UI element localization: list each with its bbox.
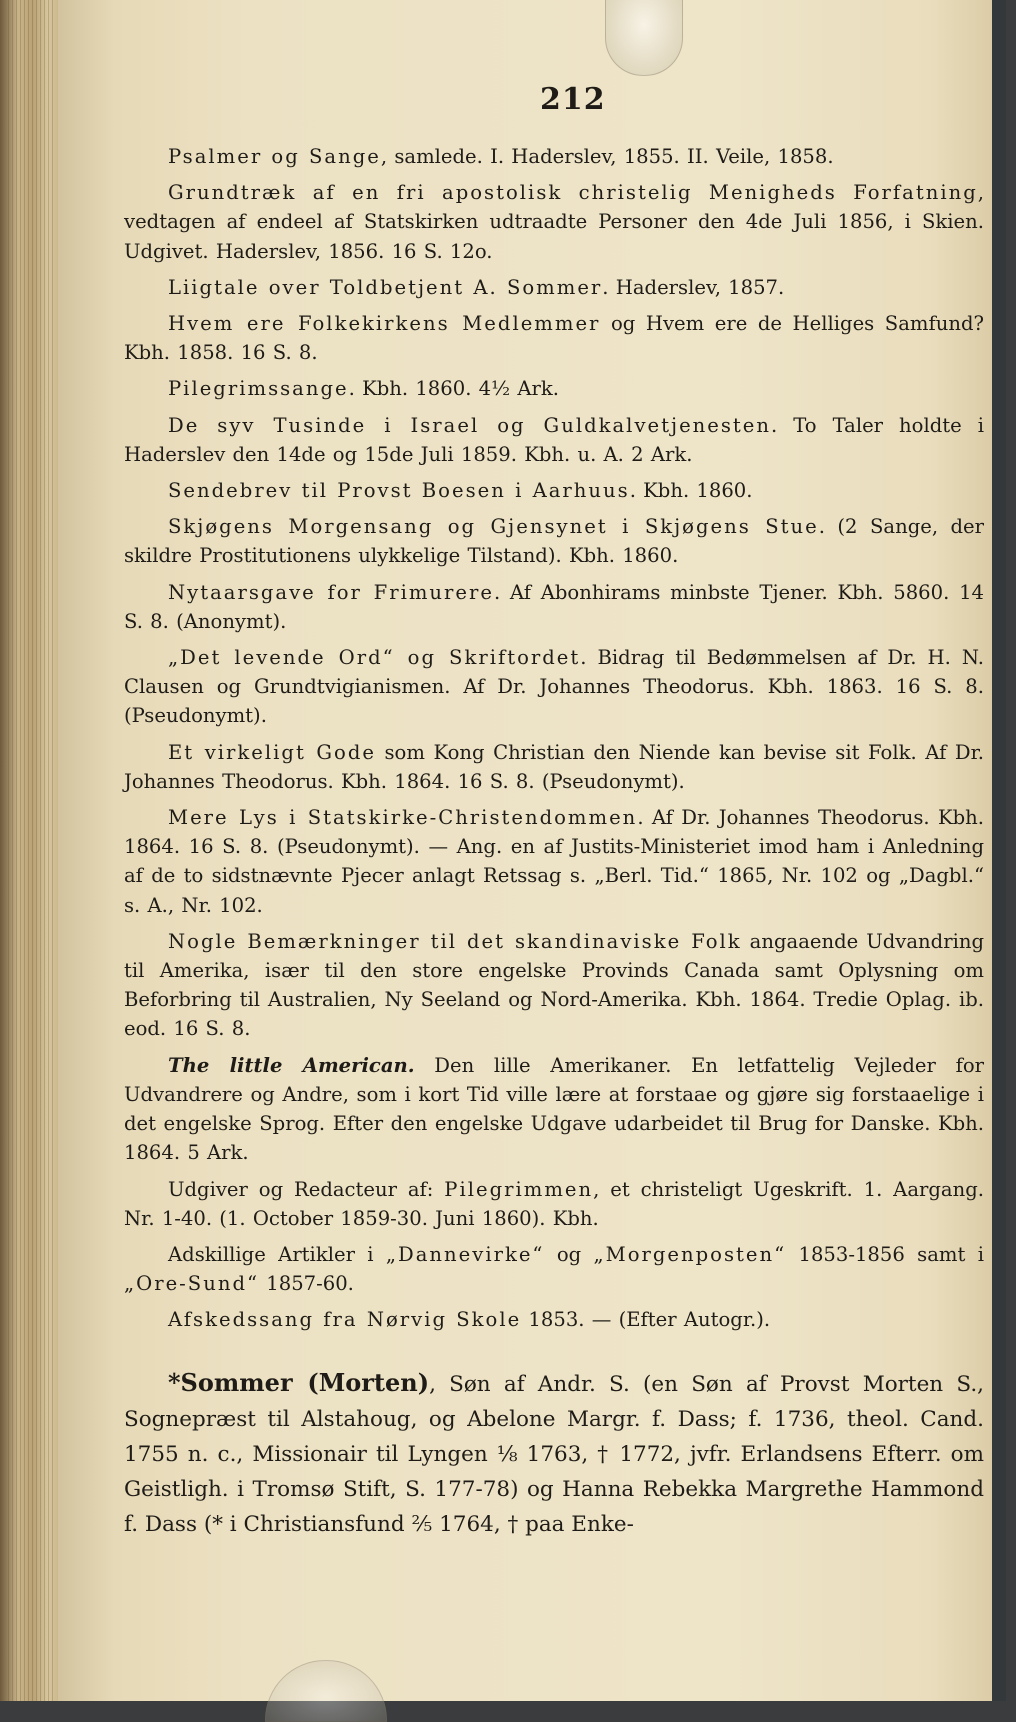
entry-text: angaaende Udvandring til Amerika, især til den store engelske Provinds Canada samt Oplysning om Beforbring til Australien, Ny Seeland og Nord-Amerika. Kbh. 1864. Tredie Oplag. ib. eod. 16 S. 8. [124,929,984,1041]
entry-text: . Haderslev, 1857. [602,275,785,299]
entry-text: og Hvem ere de Helliges Samfund? Kbh. 1858. 16 S. 8. [124,312,984,365]
entry-title: „Det levende Ord“ og Skriftordet [168,646,581,670]
entry-title: Nogle Bemærkninger til det skandinaviske Folk [168,929,742,953]
bibliography-entry [124,803,984,920]
entry-title: The little American. [168,1053,415,1077]
bibliography-entry [124,738,984,796]
entry-text: Udgiver og Redacteur af: [168,1177,445,1201]
bibliography-entry [124,309,984,367]
entry-text: , et christeligt Ugeskrift. 1. Aargang. Nr. 1-40. (1. October 1859-30. Juni 1860). Kbh. [124,1177,984,1230]
bibliography-entry [124,643,984,731]
entry-text: . To Taler holdte i Haderslev den 14de og 15de Juli 1859. Kbh. u. A. 2 Ark. [124,413,985,466]
entry-title: De syv Tusinde i Israel og Guldkalvetjenesten [168,413,772,437]
bibliography-entry [124,178,984,266]
entry-text: 1857-60. [259,1272,354,1296]
entry-title: „Morgenposten“ [593,1242,787,1266]
bibliography-entry [124,512,984,570]
entry-title: Pilegrimmen [444,1177,594,1201]
entry-text: 1853-1856 samt i [786,1242,984,1266]
entry-title: „Ore-Sund“ [124,1272,260,1296]
bibliography-entry [124,374,984,403]
page-clip-top [605,0,683,76]
bibliography-list [124,142,984,1335]
bibliography-entry [124,476,984,505]
entry-title: Hvem ere Folkekirkens Medlemmer [168,312,601,336]
entry-title: Afskedssang fra Nørvig Skole [168,1308,522,1332]
biography-entry [124,1365,984,1542]
entry-title: Mere Lys i Statskirke-Christendommen [168,806,638,830]
page-stack-edge [0,0,60,1701]
entry-text: . Af Dr. Johannes Theodorus. Kbh. 1864. 16 S. 8. (Pseudonymt). — Ang. en af Justits-Ministeriet imod ham i Anledning af de to sidstnævnte Pjecer anlagt Retssag s. „Berl. Tid.“ 1865, Nr. 102 og „Dagbl.“ s. A., Nr. 102. [124,806,985,917]
entry-title: Grundtræk af en fri apostolisk christelig Menigheds Forfatning [168,181,978,205]
bibliography-entry [124,142,984,171]
entry-text: . Af Abonhirams minbste Tjener. Kbh. 5860. 14 S. 8. (Anonymt). [124,580,985,633]
bibliography-entry [124,273,984,302]
entry-title: Nytaarsgave for Frimurere [168,580,494,604]
entry-text: . Kbh. 1860. [629,479,753,503]
entry-title: Liigtale over Toldbetjent A. Sommer [168,275,603,299]
page-number: 212 [540,82,606,117]
page-edge-lines [8,0,54,1701]
page-body [124,142,984,1563]
book-spine [992,0,1006,1701]
bibliography-entry [124,578,984,636]
entry-text: som Kong Christian den Niende kan bevise sit Folk. Af Dr. Johannes Theodorus. Kbh. 1864. 16 S. 8. (Pseudonymt). [124,740,985,793]
entry-title: Skjøgens Morgensang og Gjensynet i Skjøgens Stue [168,515,819,539]
entry-text: . (2 Sange, der skildre Prostitutionens ulykkelige Tilstand). Kbh. 1860. [124,515,984,568]
entry-title: Pilegrimssange [168,377,349,401]
entry-text: . Kbh. 1860. 4½ Ark. [348,377,559,401]
entry-title: Sendebrev til Provst Boesen i Aarhuus [168,479,630,503]
bibliography-entry [124,411,984,469]
entry-text: Den lille Amerikaner. En letfattelig Vejleder for Udvandrere og Andre, som i kort Tid ville lære at forstaae og gjøre sig forstaaelige i det engelske Sprog. Efter den engelske Udgave udarbeidet til Brug for Danske. Kbh. 1864. 5 Ark. [124,1053,984,1165]
entry-text: , vedtagen af endeel af Statskirken udtraadte Personer den 4de Juli 1856, i Skien. Udgivet. Haderslev, 1856. 16 S. 12o. [124,181,984,263]
bibliography-entry [124,1240,984,1298]
bibliography-entry [124,1305,984,1334]
entry-title: Psalmer og Sange [168,145,381,168]
entry-title: „Dannevirke“ [385,1242,545,1266]
entry-text: 1853. — (Efter Autogr.). [521,1308,771,1332]
entry-text: , samlede. I. Haderslev, 1855. II. Veile, 1858. [380,145,834,168]
biography-text: , Søn af Andr. S. (en Søn af Provst Morten S., Sognepræst til Alstahoug, og Abelone Margr. f. Dass; f. 1736, theol. Cand. 1755 n. c., Missionair til Lyngen ⅛ 1763, † 1772, jvfr. Erlandsens Efterr. om Geistligh. i Tromsø Stift, S. 177-78) og Hanna Rebekka Margrethe Hammond f. Dass (* i Christiansfund ²⁄₅ 1764, † paa Enke- [124,1371,984,1537]
entry-text: Adskillige Artikler i [168,1242,386,1266]
bibliography-entry [124,927,984,1044]
bibliography-entry [124,1051,984,1168]
bibliography-entry [124,1175,984,1233]
entry-title: Et virkeligt Gode [168,740,376,764]
entry-text: . Bidrag til Bedømmelsen af Dr. H. N. Clausen og Grundtvigianismen. Af Dr. Johannes Theodorus. Kbh. 1863. 16 S. 8. (Pseudonymt). [124,646,984,728]
entry-text: og [544,1242,594,1266]
biography-heading: *Sommer (Morten) [168,1367,430,1397]
